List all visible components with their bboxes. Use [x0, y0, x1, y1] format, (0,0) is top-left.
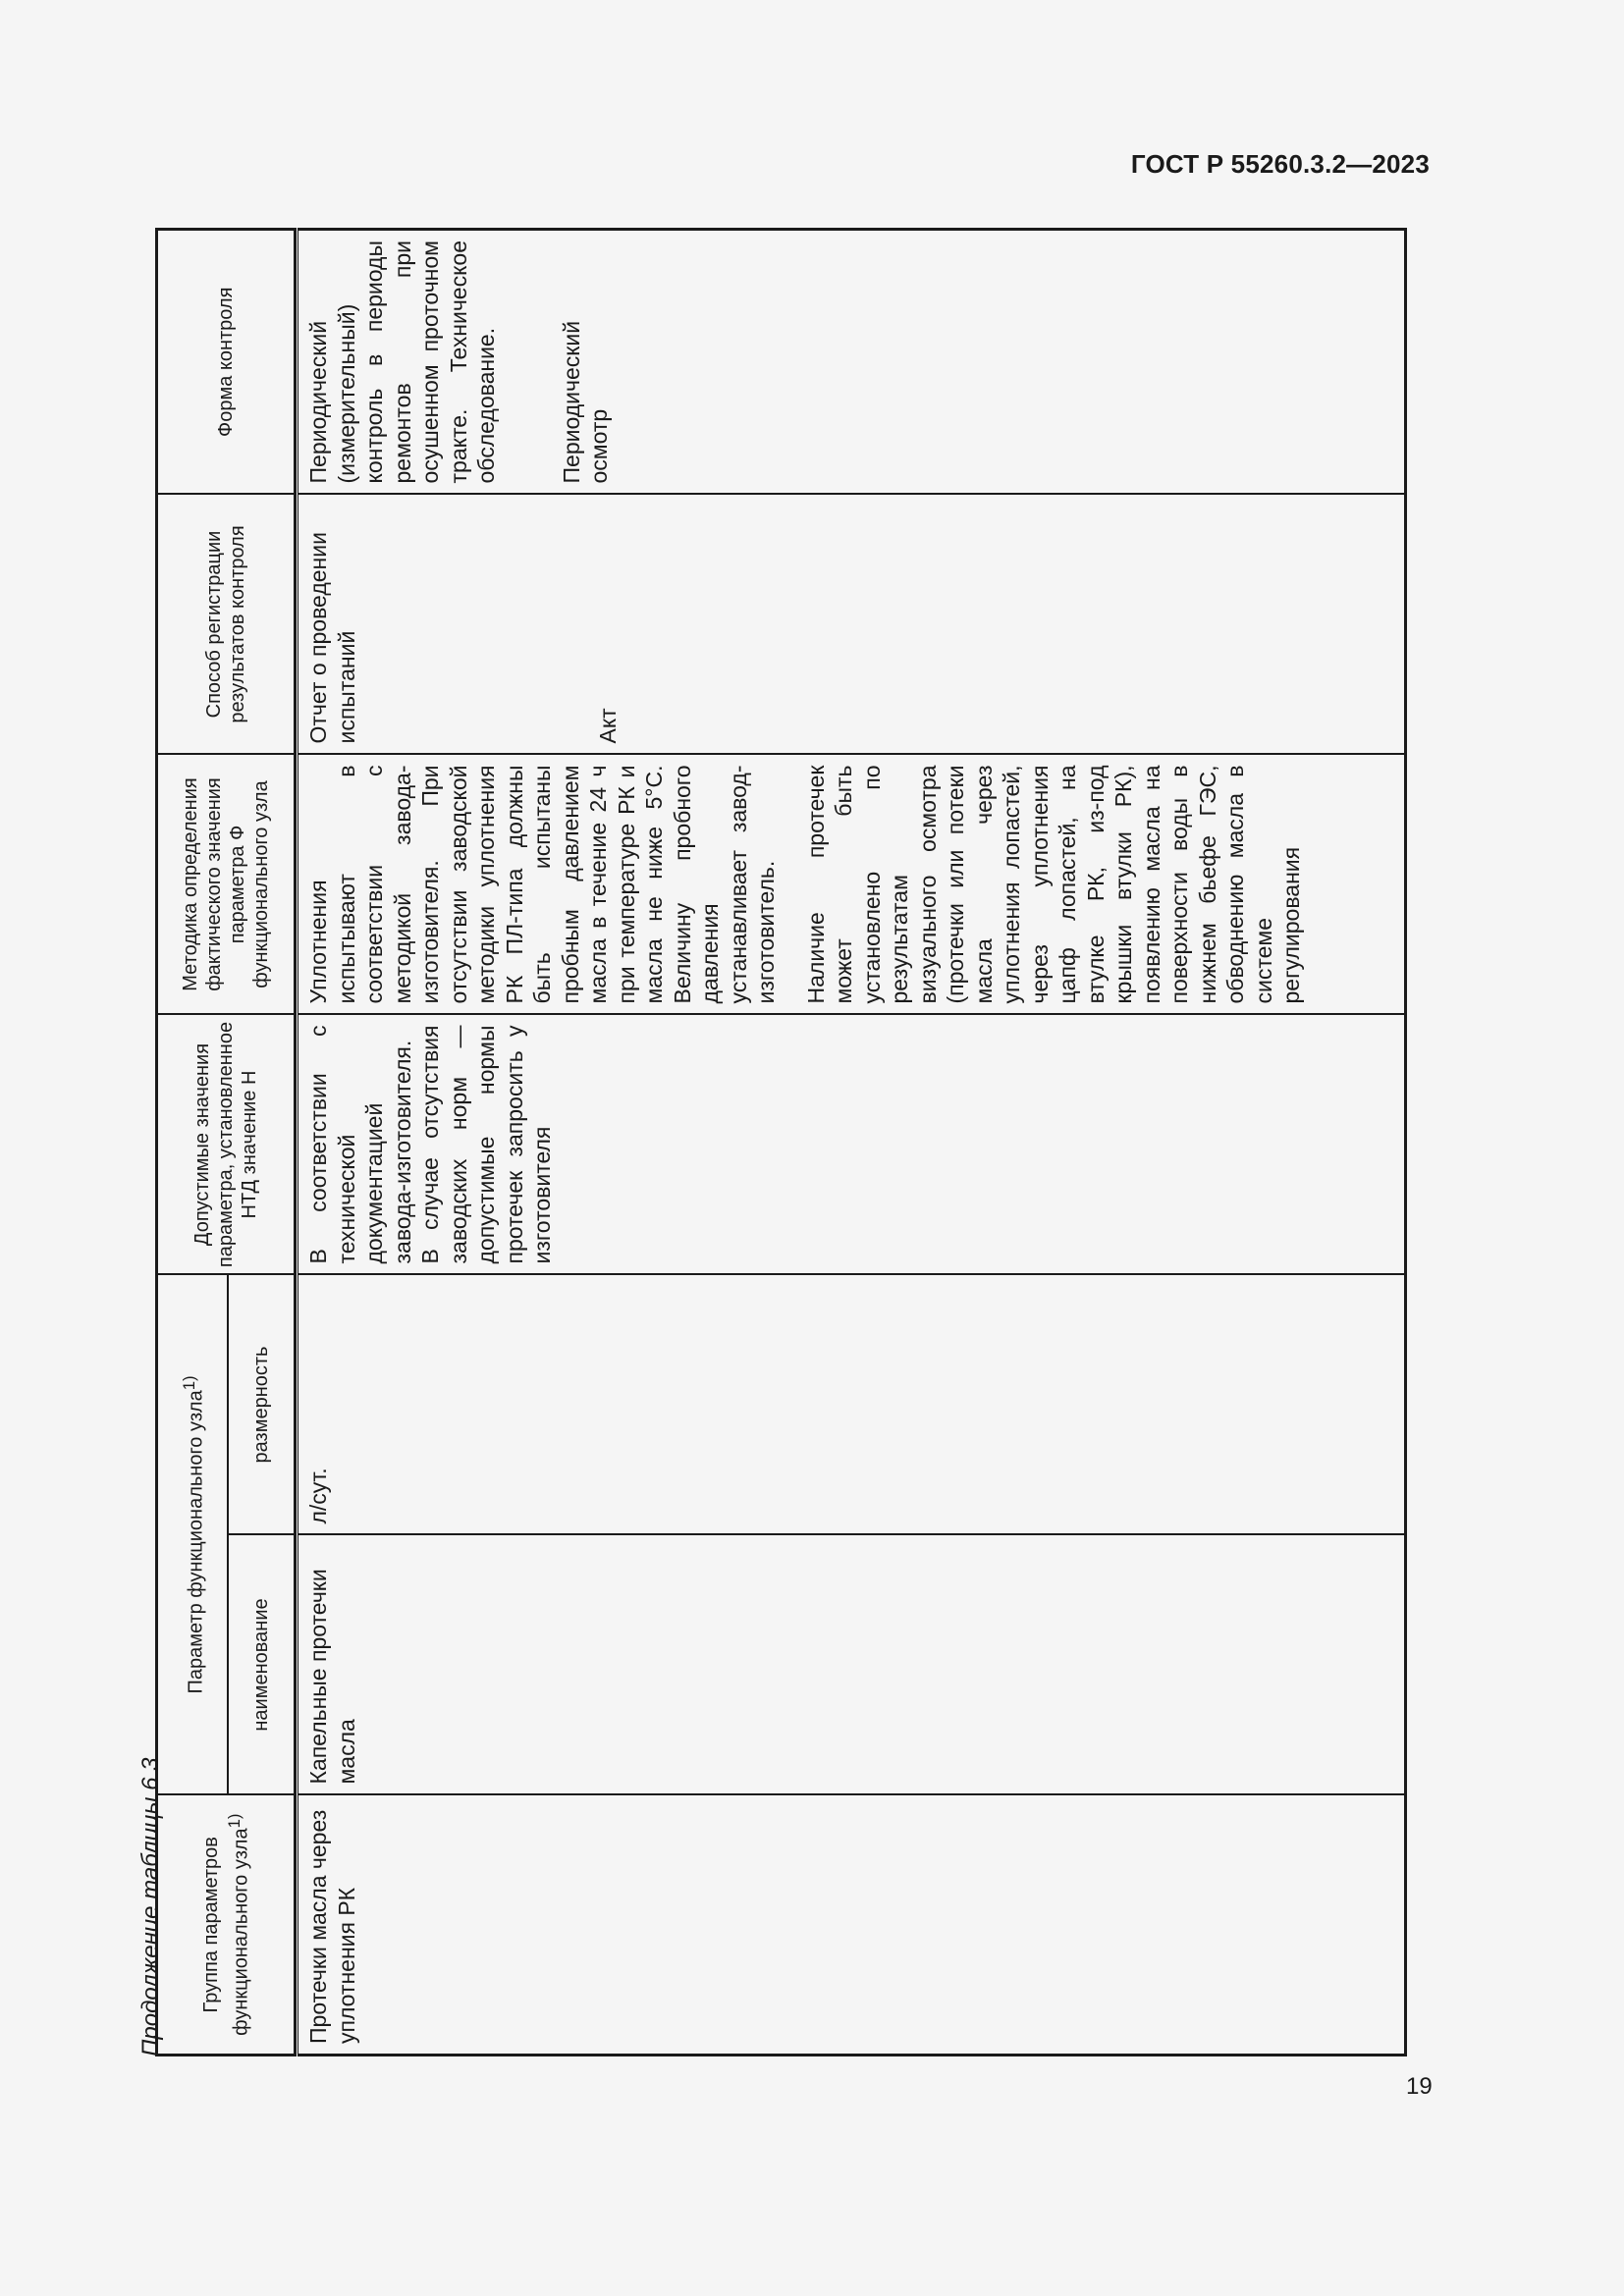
registration-report: Отчет о проведении испытаний: [305, 532, 359, 744]
form-measurement: Периодический (измерительный) контроль в периоды ремонтов при осушенном проточном тракте. Техническое обследование.: [305, 240, 499, 484]
cell-registration: [298, 495, 1406, 755]
method-text-visual: Наличие протечек может быть установлено по результатам визуального осмотра (протечки или потеки масла через уплотнения лопастей, через уплотнения цапф лопастей, на втулке РК, из-под крышки втулки РК), появлению масла на поверхности воды в нижнем бьефе ГЭС, обводнению масла в системе регулирования: [802, 765, 1304, 1004]
header-param-footnote: 1): [179, 1375, 198, 1391]
header-name: наименование: [228, 1535, 295, 1795]
header-form: Форма контроля: [157, 230, 296, 495]
header-allowed: Допустимые значения параметра, установленное НТД значение Н: [157, 1015, 296, 1275]
cell-allowed: В соответствии с технической документацией завода-изготовителя. В случае отсутствия заводских норм — допустимые нормы протечек запросить у изготовителя: [298, 1015, 1406, 1275]
cell-name: Капельные протечки масла: [298, 1535, 1406, 1795]
cell-form: [298, 230, 1406, 495]
rotated-table-container: [155, 231, 1407, 2056]
page-number: 19: [1406, 2073, 1433, 2100]
table-caption: Продолжение таблицы 6.3: [137, 1757, 164, 2056]
header-method: Методика определения фактического значения параметра Ф функционального узла: [157, 755, 296, 1015]
registration-act: Акт: [595, 708, 621, 744]
cell-group: Протечки масла через уплотнения РК: [298, 1795, 1406, 2056]
cell-method: [298, 755, 1406, 1015]
header-registration: Способ регистрации результатов контроля: [157, 495, 296, 755]
header-param: Параметр функционального узла$^{1)}$: [157, 1275, 229, 1795]
parameters-table: [155, 228, 1407, 2056]
table-row: [298, 230, 1406, 2056]
header-unit: размерность: [228, 1275, 295, 1535]
header-group: Группа параметров функционального узла$^{1)}$: [157, 1795, 296, 2056]
cell-unit: л/сут.: [298, 1275, 1406, 1535]
header-group-footnote: 1): [224, 1813, 244, 1829]
method-text-tests: Уплотнения испытывают в соответствии с методикой завода-изготовителя. При отсутствии заводской методики уплотнения РК ПЛ-типа должны быть испытаны пробным давлением масла в течение 24 ч при температуре РК и масла не ниже 5°С. Величину пробного давления устанавливает завод-изготовитель.: [305, 765, 779, 1004]
standard-code: ГОСТ Р 55260.3.2—2023: [1130, 149, 1430, 179]
form-inspection: Периодический осмотр: [558, 320, 612, 484]
